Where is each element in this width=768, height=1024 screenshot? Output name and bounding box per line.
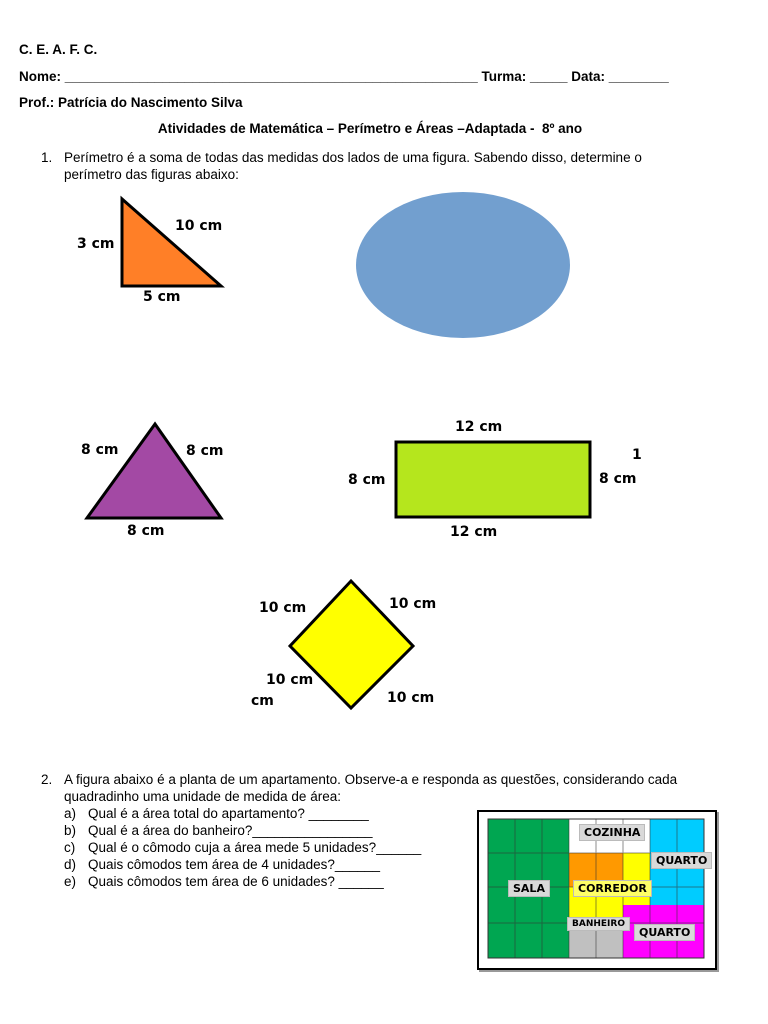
right-triangle-height-label: 3 cm xyxy=(77,236,115,252)
question-1-text-line1: Perímetro é a soma de todas das medidas dos lados de uma figura. Sabendo disso, determine o xyxy=(64,150,642,165)
label-banheiro: BANHEIRO xyxy=(567,917,630,931)
item-text: Qual é a área do banheiro?________________ xyxy=(88,823,373,838)
item-letter: c) xyxy=(64,840,76,855)
question-2-text-line2: quadradinho uma unidade de medida de área: xyxy=(64,789,341,804)
list-item xyxy=(64,873,421,890)
question-2-number: 2. xyxy=(41,772,53,787)
item-text: Qual é o cômodo cuja a área mede 5 unidades?______ xyxy=(88,840,422,855)
page-title: Atividades de Matemática – Perímetro e Áreas –Adaptada - 8º ano xyxy=(157,121,583,136)
question-2-text-line1: A figura abaixo é a planta de um apartamento. Observe-a e responda as questões, considerando cada xyxy=(64,772,678,787)
rhombus-top-right-label: 10 cm xyxy=(389,596,437,612)
question-1-number: 1. xyxy=(41,150,53,165)
rectangle-cut-label: 1 xyxy=(632,447,642,463)
equilateral-base-label: 8 cm xyxy=(127,523,165,539)
student-info-line: Nome: _______________________________________________________ Turma: _____ Data: ________ xyxy=(19,69,669,84)
equilateral-right-label: 8 cm xyxy=(186,443,224,459)
item-letter: b) xyxy=(64,823,77,838)
item-letter: a) xyxy=(64,806,77,821)
list-item xyxy=(64,805,421,822)
rectangle-bottom-label: 12 cm xyxy=(450,524,498,540)
rhombus-bottom-right-label: 10 cm xyxy=(387,690,435,706)
question-2-items xyxy=(64,805,421,890)
room-quarto-2-top xyxy=(623,905,704,923)
item-letter: e) xyxy=(64,874,77,889)
label-quarto-1: QUARTO xyxy=(651,852,712,869)
ellipse-shape xyxy=(356,192,570,338)
rhombus-bottom-left-label: 10 cm xyxy=(266,672,314,688)
question-1-text-line2: perímetro das figuras abaixo: xyxy=(64,167,239,182)
list-item xyxy=(64,839,421,856)
right-triangle-shape xyxy=(122,199,221,286)
equilateral-triangle-shape xyxy=(87,424,221,518)
list-item xyxy=(64,856,421,873)
label-cozinha: COZINHA xyxy=(579,824,645,841)
rhombus-top-left-label: 10 cm xyxy=(259,600,307,616)
rectangle-top-label: 12 cm xyxy=(455,419,503,435)
right-triangle-base-label: 5 cm xyxy=(143,289,181,305)
label-sala: SALA xyxy=(508,880,550,897)
rectangle-left-label: 8 cm xyxy=(348,472,386,488)
rhombus-bottom-left-extra-label: cm xyxy=(251,693,274,709)
label-quarto-2: QUARTO xyxy=(634,924,695,941)
label-corredor: CORREDOR xyxy=(573,880,652,897)
rectangle-shape xyxy=(396,442,590,517)
item-letter: d) xyxy=(64,857,77,872)
equilateral-left-label: 8 cm xyxy=(81,442,119,458)
school-name: C. E. A. F. C. xyxy=(19,42,98,57)
teacher-name: Prof.: Patrícia do Nascimento Silva xyxy=(19,95,243,110)
item-text: Qual é a área total do apartamento? ________ xyxy=(88,806,369,821)
floorplan-frame xyxy=(477,810,717,970)
item-text: Quais cômodos tem área de 6 unidades? ______ xyxy=(88,874,384,889)
rectangle-right-label: 8 cm xyxy=(599,471,637,487)
list-item xyxy=(64,822,421,839)
item-text: Quais cômodos tem área de 4 unidades?______ xyxy=(88,857,380,872)
right-triangle-hypotenuse-label: 10 cm xyxy=(175,218,223,234)
